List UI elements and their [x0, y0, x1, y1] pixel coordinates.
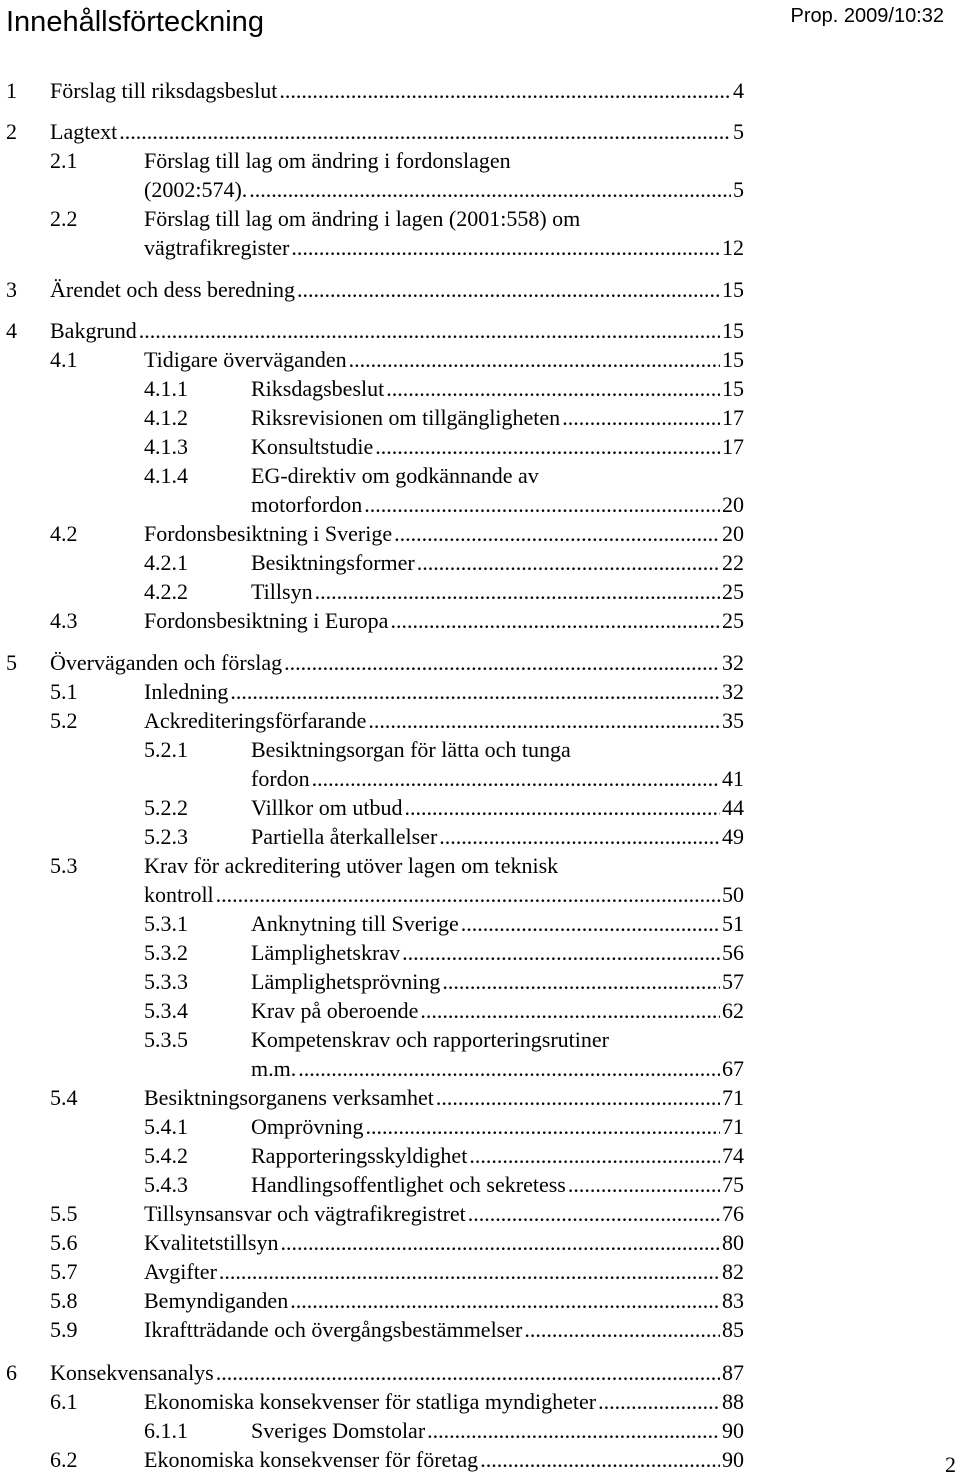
toc-entry-page: 25: [722, 608, 744, 633]
toc-entry-title: Lämplighetskrav: [251, 940, 401, 965]
dot-leader: [417, 549, 720, 577]
toc-entry-page: 90: [722, 1447, 744, 1472]
toc-entry-page: 88: [722, 1389, 744, 1414]
toc-entry-title: Ikraftträdande och övergångsbestämmelser: [144, 1317, 523, 1342]
toc-entry-title: Förslag till lag om ändring i lagen (2001:558) om: [144, 206, 581, 231]
toc-entry-page: 87: [722, 1360, 744, 1385]
toc-entry-title: Riksrevisionen om tillgängligheten: [251, 405, 561, 430]
toc-entry-title: Riksdagsbeslut: [251, 376, 385, 401]
toc-entry-page: 82: [722, 1259, 744, 1284]
toc-entry-title: motorfordon: [251, 492, 363, 517]
toc-entry-number: 1: [6, 78, 17, 103]
toc-entry-title: Bemyndiganden: [144, 1288, 289, 1313]
dot-leader: [568, 1171, 720, 1199]
toc-entry-title: Omprövning: [251, 1114, 364, 1139]
dot-leader: [349, 346, 720, 374]
toc-entry-title: Tidigare överväganden: [144, 347, 347, 372]
toc-entry-number: 3: [6, 277, 17, 302]
toc-entry-number: 2.2: [50, 206, 78, 231]
toc-entry-page: 5: [733, 177, 744, 202]
toc-entry-title: Överväganden och förslag: [50, 650, 283, 675]
dot-leader: [279, 77, 731, 105]
dot-leader: [119, 118, 731, 146]
toc-entry-title: Besiktningsformer: [251, 550, 415, 575]
toc-entry-page: 15: [722, 347, 744, 372]
toc-entry-title: Ekonomiska konsekvenser för företag: [144, 1447, 479, 1472]
toc-entry-page: 20: [722, 521, 744, 546]
dot-leader: [284, 649, 720, 677]
dot-leader: [524, 1316, 720, 1344]
dot-leader: [230, 678, 720, 706]
toc-entry-page: 41: [722, 766, 744, 791]
toc-entry-page: 83: [722, 1288, 744, 1313]
toc-entry-page: 67: [722, 1056, 744, 1081]
toc-entry-title: Krav för ackreditering utöver lagen om teknisk: [144, 853, 559, 878]
dot-leader: [297, 276, 720, 304]
page-number: 2: [945, 1452, 956, 1477]
toc-entry-number: 5.4: [50, 1085, 78, 1110]
toc-entry-title: Anknytning till Sverige: [251, 911, 459, 936]
toc-entry-page: 12: [722, 235, 744, 260]
toc-entry-number: 4.3: [50, 608, 78, 633]
dot-leader: [386, 375, 720, 403]
toc-entry-title: Besiktningsorganens verksamhet: [144, 1085, 434, 1110]
toc-entry-number: 5.2: [50, 708, 78, 733]
toc-entry-number: 6.1.1: [144, 1418, 188, 1443]
dot-leader: [427, 1417, 720, 1445]
toc-entry-title: Fordonsbesiktning i Europa: [144, 608, 389, 633]
toc-entry-number: 5.1: [50, 679, 78, 704]
toc-entry-page: 56: [722, 940, 744, 965]
toc-entry-number: 5.5: [50, 1201, 78, 1226]
toc-entry-title: EG-direktiv om godkännande av: [251, 463, 539, 488]
dot-leader: [364, 491, 720, 519]
toc-entry-title: Tillsyn: [251, 579, 313, 604]
toc-entry-title: Lagtext: [50, 119, 118, 144]
toc-entry-page: 32: [722, 679, 744, 704]
dot-leader: [315, 578, 720, 606]
toc-entry-number: 5.6: [50, 1230, 78, 1255]
toc-entry-page: 74: [722, 1143, 744, 1168]
toc-entry-page: 76: [722, 1201, 744, 1226]
toc-entry-page: 15: [722, 376, 744, 401]
dot-leader: [249, 176, 731, 204]
dot-leader: [598, 1388, 720, 1416]
dot-leader: [404, 794, 720, 822]
toc-entry-number: 6.2: [50, 1447, 78, 1472]
toc-entry-number: 4.2: [50, 521, 78, 546]
toc-entry-title: Besiktningsorgan för lätta och tunga: [251, 737, 571, 762]
toc-entry-number: 5.3.1: [144, 911, 188, 936]
toc-entry-title: Sveriges Domstolar: [251, 1418, 426, 1443]
toc-entry-number: 5.4.3: [144, 1172, 188, 1197]
toc-entry-page: 25: [722, 579, 744, 604]
dot-leader: [469, 1142, 720, 1170]
toc-entry-number: 5.3: [50, 853, 78, 878]
toc-entry-title: Förslag till riksdagsbeslut: [50, 78, 278, 103]
toc-entry-number: 5.9: [50, 1317, 78, 1342]
toc-entry-number: 6: [6, 1360, 17, 1385]
toc-entry-title: Kvalitetstillsyn: [144, 1230, 279, 1255]
dot-leader: [461, 910, 720, 938]
toc-entry-title: Lämplighetsprövning: [251, 969, 441, 994]
toc-entry-title: m.m.: [251, 1056, 297, 1081]
toc-entry-page: 44: [722, 795, 744, 820]
toc-entry-number: 5.4.1: [144, 1114, 188, 1139]
toc-entry-page: 17: [722, 405, 744, 430]
toc-entry-title: Fordonsbesiktning i Sverige: [144, 521, 393, 546]
toc-entry-page: 15: [722, 318, 744, 343]
toc-entry-title: Ekonomiska konsekvenser för statliga myndigheter: [144, 1389, 597, 1414]
toc-entry-title: Inledning: [144, 679, 229, 704]
toc-entry-page: 51: [722, 911, 744, 936]
dot-leader: [480, 1446, 720, 1474]
toc-entry-number: 2: [6, 119, 17, 144]
toc-entry-title: (2002:574).: [144, 177, 248, 202]
toc-entry-page: 49: [722, 824, 744, 849]
toc-entry-title: Kompetenskrav och rapporteringsrutiner: [251, 1027, 609, 1052]
toc-entry-page: 15: [722, 277, 744, 302]
toc-entry-number: 5.2.1: [144, 737, 188, 762]
toc-entry-page: 71: [722, 1085, 744, 1110]
toc-entry-page: 50: [722, 882, 744, 907]
toc-entry-page: 35: [722, 708, 744, 733]
toc-entry-number: 6.1: [50, 1389, 78, 1414]
dot-leader: [420, 997, 720, 1025]
dot-leader: [436, 1084, 720, 1112]
dot-leader: [394, 520, 720, 548]
toc-entry-page: 71: [722, 1114, 744, 1139]
dot-leader: [468, 1200, 720, 1228]
page-title: Innehållsförteckning: [6, 6, 264, 38]
toc-entry-page: 90: [722, 1418, 744, 1443]
toc-entry-title: Partiella återkallelser: [251, 824, 438, 849]
toc-entry-page: 32: [722, 650, 744, 675]
dot-leader: [312, 765, 720, 793]
toc-entry-title: fordon: [251, 766, 310, 791]
toc-entry-number: 4.2.1: [144, 550, 188, 575]
toc-entry-number: 5.7: [50, 1259, 78, 1284]
toc-entry-title: Krav på oberoende: [251, 998, 419, 1023]
toc-entry-number: 5.3.3: [144, 969, 188, 994]
toc-entry-number: 5.8: [50, 1288, 78, 1313]
toc-entry-number: 4: [6, 318, 17, 343]
toc-entry-number: 5.3.4: [144, 998, 188, 1023]
toc-entry-page: 5: [733, 119, 744, 144]
toc-entry-page: 80: [722, 1230, 744, 1255]
toc-entry-title: Förslag till lag om ändring i fordonslagen: [144, 148, 511, 173]
toc-entry-number: 4.1: [50, 347, 78, 372]
dot-leader: [439, 823, 720, 851]
dot-leader: [368, 707, 720, 735]
toc-entry-number: 4.1.3: [144, 434, 188, 459]
toc-entry-page: 57: [722, 969, 744, 994]
proposition-reference: Prop. 2009/10:32: [790, 5, 944, 27]
toc-entry-number: 5.3.2: [144, 940, 188, 965]
toc-entry-title: kontroll: [144, 882, 214, 907]
dot-leader: [219, 1258, 720, 1286]
dot-leader: [216, 1359, 720, 1387]
toc-entry-page: 20: [722, 492, 744, 517]
dot-leader: [280, 1229, 720, 1257]
toc-entry-number: 2.1: [50, 148, 78, 173]
dot-leader: [562, 404, 720, 432]
toc-entry-number: 4.1.4: [144, 463, 188, 488]
toc-entry-title: vägtrafikregister: [144, 235, 290, 260]
toc-entry-page: 75: [722, 1172, 744, 1197]
toc-entry-number: 4.2.2: [144, 579, 188, 604]
dot-leader: [365, 1113, 720, 1141]
toc-entry-title: Handlingsoffentlighet och sekretess: [251, 1172, 566, 1197]
toc-entry-title: Konsultstudie: [251, 434, 374, 459]
dot-leader: [139, 317, 720, 345]
dot-leader: [216, 881, 720, 909]
toc-entry-title: Ärendet och dess beredning: [50, 277, 295, 302]
toc-entry-title: Villkor om utbud: [251, 795, 403, 820]
toc-entry-title: Bakgrund: [50, 318, 137, 343]
toc-entry-title: Tillsynsansvar och vägtrafikregistret: [144, 1201, 466, 1226]
dot-leader: [290, 1287, 720, 1315]
toc-entry-page: 4: [733, 78, 744, 103]
toc-entry-page: 22: [722, 550, 744, 575]
toc-entry-number: 5.2.3: [144, 824, 188, 849]
toc-entry-number: 4.1.1: [144, 376, 188, 401]
dot-leader: [390, 607, 720, 635]
toc-entry-number: 5.4.2: [144, 1143, 188, 1168]
toc-entry-title: Ackrediteringsförfarande: [144, 708, 367, 733]
toc-entry-page: 17: [722, 434, 744, 459]
dot-leader: [402, 939, 720, 967]
toc-entry-number: 5: [6, 650, 17, 675]
dot-leader: [298, 1055, 720, 1083]
dot-leader: [442, 968, 720, 996]
dot-leader: [291, 234, 720, 262]
toc-entry-number: 4.1.2: [144, 405, 188, 430]
toc-entry-title: Konsekvensanalys: [50, 1360, 214, 1385]
toc-entry-page: 85: [722, 1317, 744, 1342]
dot-leader: [375, 433, 720, 461]
toc-entry-title: Avgifter: [144, 1259, 217, 1284]
toc-entry-number: 5.3.5: [144, 1027, 188, 1052]
toc-entry-page: 62: [722, 998, 744, 1023]
toc-entry-title: Rapporteringsskyldighet: [251, 1143, 468, 1168]
toc-entry-number: 5.2.2: [144, 795, 188, 820]
